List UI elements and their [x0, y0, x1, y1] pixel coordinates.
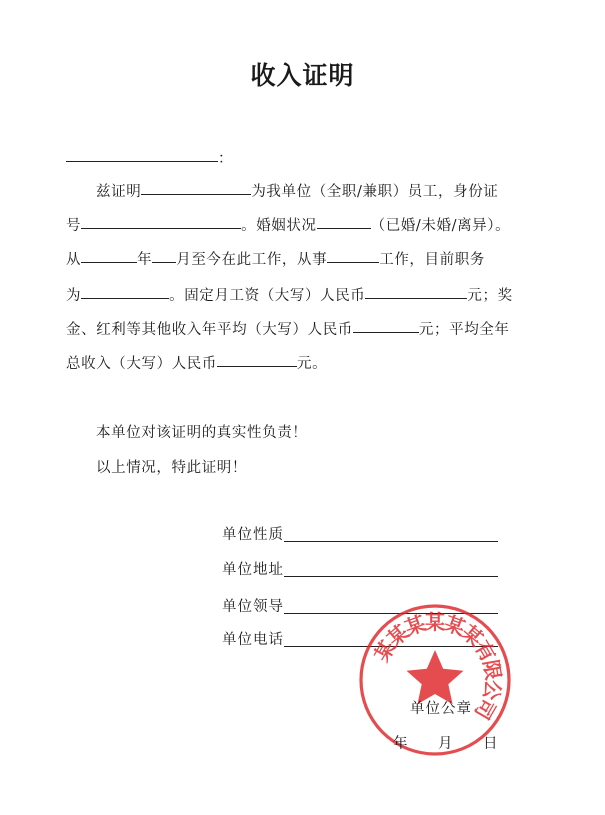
body-line-4: 为 。固定月工资（大写）人民币 元；奖 — [66, 288, 513, 304]
body-line-1: 兹证明 为我单位（全职/兼职）员工，身份证 — [96, 184, 499, 200]
date-year: 年 — [393, 736, 409, 752]
seal-character: 某 — [401, 610, 429, 641]
date-month: 月 — [438, 736, 454, 752]
seal-character: 公 — [478, 678, 506, 703]
seal-character: 司 — [469, 694, 501, 724]
seal-character: 有 — [469, 636, 501, 666]
date-day: 日 — [483, 736, 499, 752]
annual-income-blank[interactable] — [217, 365, 297, 367]
seal-character: 限 — [478, 657, 506, 682]
unit-address-blank[interactable] — [284, 564, 498, 577]
monthly-salary-blank[interactable] — [365, 297, 467, 299]
id-number-blank[interactable] — [81, 227, 241, 229]
unit-phone-row: 单位电话 — [222, 628, 498, 649]
statement-certify: 以上情况，特此证明！ — [96, 460, 247, 476]
bonus-income-blank[interactable] — [353, 331, 419, 333]
position-blank[interactable] — [81, 297, 169, 299]
seal-character: 某 — [456, 619, 488, 652]
body-line-3: 从 年 月至今在此工作，从事 工作，目前职务 — [66, 252, 485, 268]
seal-character: 某 — [441, 610, 469, 641]
start-month-blank[interactable] — [152, 261, 176, 263]
statement-authenticity: 本单位对该证明的真实性负责！ — [96, 425, 308, 441]
addressee-blank[interactable] — [66, 160, 218, 162]
body-line-2: 号 。婚姻状况 （已婚/未婚/离异）。 — [66, 218, 511, 234]
unit-leader-row: 单位领导 — [222, 595, 498, 616]
stamp-label: 单位公章 — [410, 701, 472, 717]
document-title: 收入证明 — [250, 61, 355, 90]
seal-character: 某 — [425, 610, 445, 634]
start-year-blank[interactable] — [81, 261, 137, 263]
job-type-blank[interactable] — [327, 261, 379, 263]
addressee-line: ： — [66, 147, 233, 168]
body-line-6: 总收入（大写）人民币 元。 — [66, 356, 328, 372]
unit-address-row: 单位地址 — [222, 558, 498, 579]
seal-character: 某 — [369, 636, 401, 666]
body-line-5: 金、红利等其他收入年平均（大写）人民币 元；平均全年 — [66, 322, 510, 338]
unit-nature-blank[interactable] — [284, 529, 498, 542]
unit-nature-row: 单位性质 — [222, 523, 498, 544]
marital-status-blank[interactable] — [317, 227, 371, 229]
seal-character: 某 — [382, 619, 414, 652]
employee-name-blank[interactable] — [141, 193, 251, 195]
